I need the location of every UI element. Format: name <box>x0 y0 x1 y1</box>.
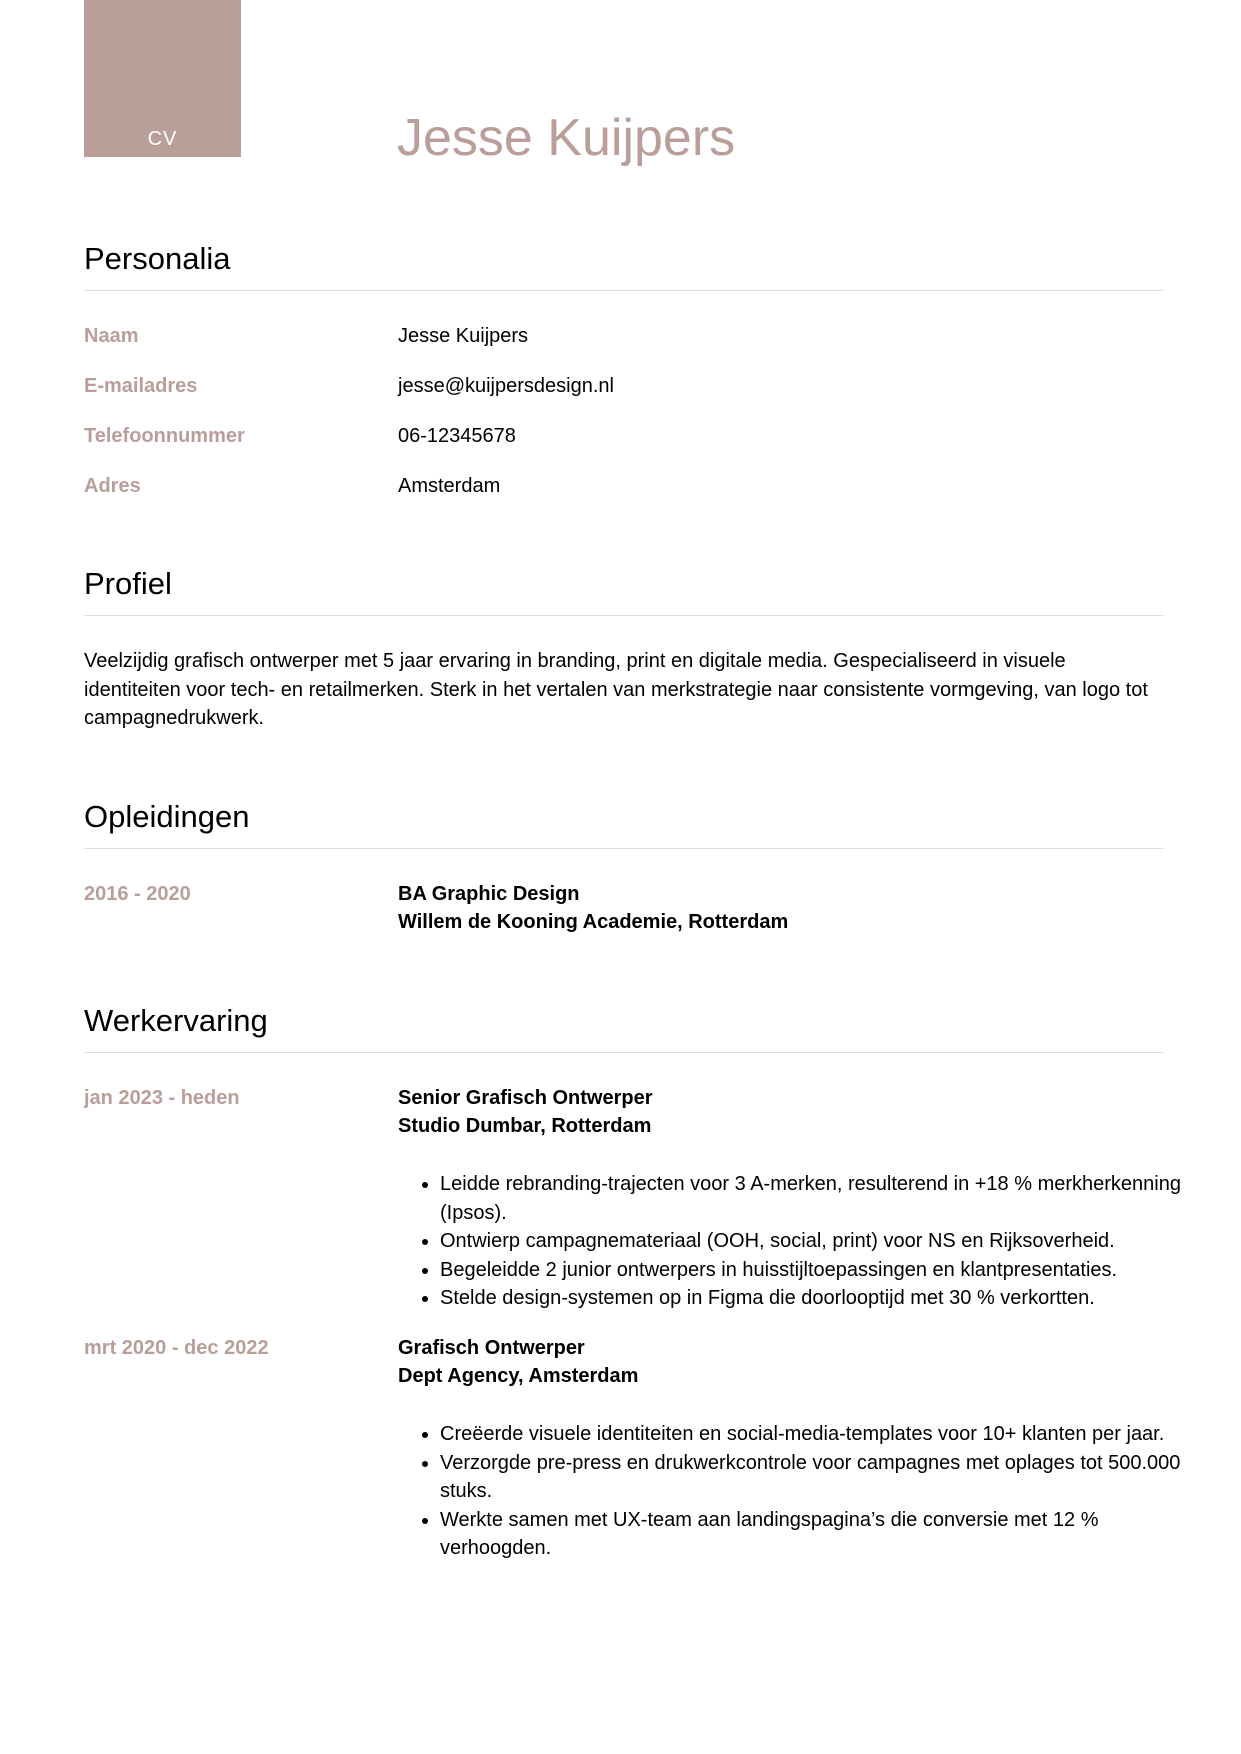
cv-badge <box>84 0 241 157</box>
job-entry <box>398 1334 638 1390</box>
job-role: Senior Grafisch Ontwerper <box>398 1087 653 1109</box>
value-email: jesse@kuijpersdesign.nl <box>398 375 614 397</box>
list-item: • Creëerde visuele identiteiten en social-media-templates voor 10+ klanten per jaar. <box>440 1420 1210 1449</box>
profile-summary: Veelzijdig grafisch ontwerper met 5 jaar ervaring in branding, print en digitale media. Gespecialiseerd in visuele identiteiten voor tech- en retailmerken. Sterk in het vertalen van merkstrategie naar consistente vormgeving, van logo tot campagnedrukwerk. <box>84 650 1148 729</box>
job-period: mrt 2020 - dec 2022 <box>84 1337 269 1359</box>
job-period: jan 2023 - heden <box>84 1087 240 1109</box>
section-divider <box>84 615 1163 616</box>
job-role: Grafisch Ontwerper <box>398 1337 585 1359</box>
value-adres: Amsterdam <box>398 475 501 497</box>
list-item: • Leidde rebranding-trajecten voor 3 A-merken, resulterend in +18 % merkherkenning (Ipsos). <box>440 1170 1210 1227</box>
job-entry <box>398 1084 653 1140</box>
label-email: E-mailadres <box>84 375 198 397</box>
education-entry <box>398 880 788 936</box>
list-item: • Verzorgde pre-press en drukwerkcontrole voor campagnes met oplages tot 500.000 stuks. <box>440 1449 1210 1506</box>
section-title-werkervaring: Werkervaring <box>84 1003 268 1038</box>
cv-badge-label: CV <box>147 128 178 150</box>
value-naam: Jesse Kuijpers <box>398 325 529 347</box>
value-telefoon: 06-12345678 <box>398 425 516 447</box>
section-title-opleidingen: Opleidingen <box>84 799 250 834</box>
education-degree: BA Graphic Design <box>398 883 580 905</box>
label-telefoon: Telefoonnummer <box>84 425 245 447</box>
candidate-name: Jesse Kuijpers <box>397 109 736 167</box>
label-naam: Naam <box>84 325 139 347</box>
section-title-profiel: Profiel <box>84 566 172 601</box>
section-divider <box>84 290 1163 291</box>
section-divider <box>84 1052 1163 1053</box>
list-item: • Ontwierp campagnemateriaal (OOH, social, print) voor NS en Rijksoverheid. <box>440 1227 1210 1256</box>
list-item: • Begeleidde 2 junior ontwerpers in huisstijltoepassingen en klantpresentaties. <box>440 1256 1210 1285</box>
job-bullets <box>398 1170 1210 1313</box>
education-institution: Willem de Kooning Academie, Rotterdam <box>398 911 789 933</box>
list-item: • Werkte samen met UX-team aan landingspagina’s die conversie met 12 % verhoogden. <box>440 1506 1210 1563</box>
section-divider <box>84 848 1163 849</box>
label-adres: Adres <box>84 475 141 497</box>
job-bullets <box>398 1420 1210 1563</box>
education-period: 2016 - 2020 <box>84 883 191 905</box>
job-company: Studio Dumbar, Rotterdam <box>398 1115 652 1137</box>
section-title-personalia: Personalia <box>84 241 231 276</box>
job-company: Dept Agency, Amsterdam <box>398 1365 639 1387</box>
list-item: • Stelde design-systemen op in Figma die doorlooptijd met 30 % verkortten. <box>440 1284 1210 1313</box>
